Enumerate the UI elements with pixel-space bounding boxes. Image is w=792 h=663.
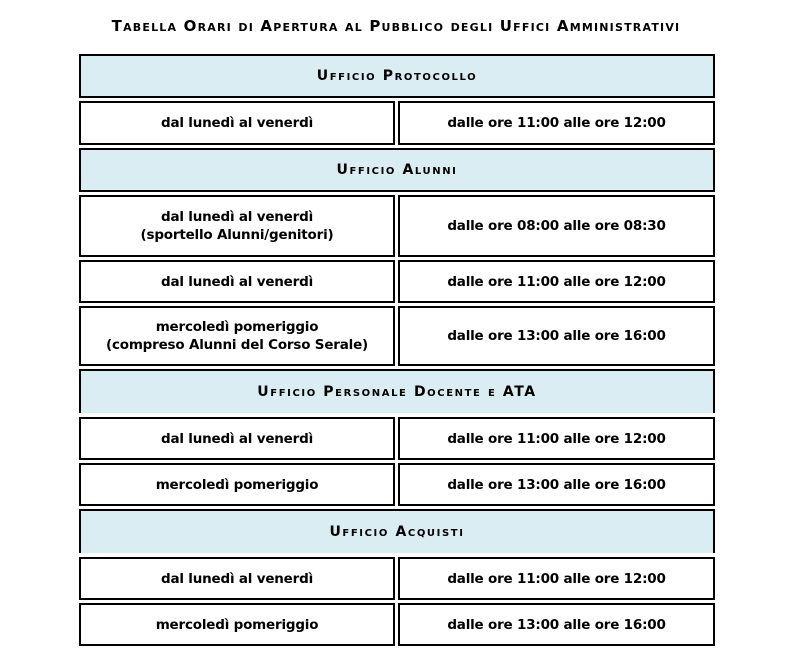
days-text: dal lunedì al venerdì [160, 209, 313, 225]
days-note: (compreso Alunni del Corso Serale) [105, 337, 369, 353]
section-ufficio-personale [79, 369, 715, 506]
section-header: Ufficio Acquisti [79, 509, 715, 553]
section-ufficio-alunni [79, 148, 715, 366]
table-row [79, 195, 715, 257]
page-title: Tabella Orari di Apertura al Pubblico degli Uffici Amministrativi [111, 17, 681, 35]
hours-cell: dalle ore 13:00 alle ore 16:00 [398, 463, 715, 506]
days-cell [79, 101, 395, 145]
days-cell [79, 417, 395, 460]
days-text: dal lunedì al venerdì [160, 273, 313, 290]
hours-cell: dalle ore 11:00 alle ore 12:00 [398, 557, 715, 600]
table-row [79, 603, 715, 646]
days-note: (sportello Alunni/genitori) [140, 227, 334, 243]
section-header: Ufficio Alunni [79, 148, 715, 192]
table-row [79, 306, 715, 366]
days-text: mercoledì pomeriggio [155, 476, 319, 493]
hours-cell: dalle ore 11:00 alle ore 12:00 [398, 417, 715, 460]
table-row [79, 417, 715, 460]
section-header: Ufficio Protocollo [79, 54, 715, 98]
days-cell [79, 195, 395, 257]
section-ufficio-protocollo [79, 54, 715, 145]
days-cell [79, 463, 395, 506]
days-text: mercoledì pomeriggio [155, 616, 319, 633]
office-hours-table [79, 54, 715, 649]
section-ufficio-acquisti [79, 509, 715, 646]
hours-cell: dalle ore 11:00 alle ore 12:00 [398, 260, 715, 303]
hours-cell: dalle ore 11:00 alle ore 12:00 [398, 101, 715, 145]
table-row [79, 463, 715, 506]
section-header: Ufficio Personale Docente e ATA [79, 369, 715, 413]
table-row [79, 557, 715, 600]
days-cell [79, 603, 395, 646]
days-text: mercoledì pomeriggio [155, 319, 319, 335]
hours-cell: dalle ore 13:00 alle ore 16:00 [398, 306, 715, 366]
days-text: dal lunedì al venerdì [160, 430, 313, 447]
table-row [79, 101, 715, 145]
days-cell [79, 557, 395, 600]
table-row [79, 260, 715, 303]
days-text: dal lunedì al venerdì [160, 570, 313, 587]
days-cell [79, 260, 395, 303]
hours-cell: dalle ore 08:00 alle ore 08:30 [398, 195, 715, 257]
days-text: dal lunedì al venerdì [160, 115, 313, 131]
hours-cell: dalle ore 13:00 alle ore 16:00 [398, 603, 715, 646]
days-cell [79, 306, 395, 366]
